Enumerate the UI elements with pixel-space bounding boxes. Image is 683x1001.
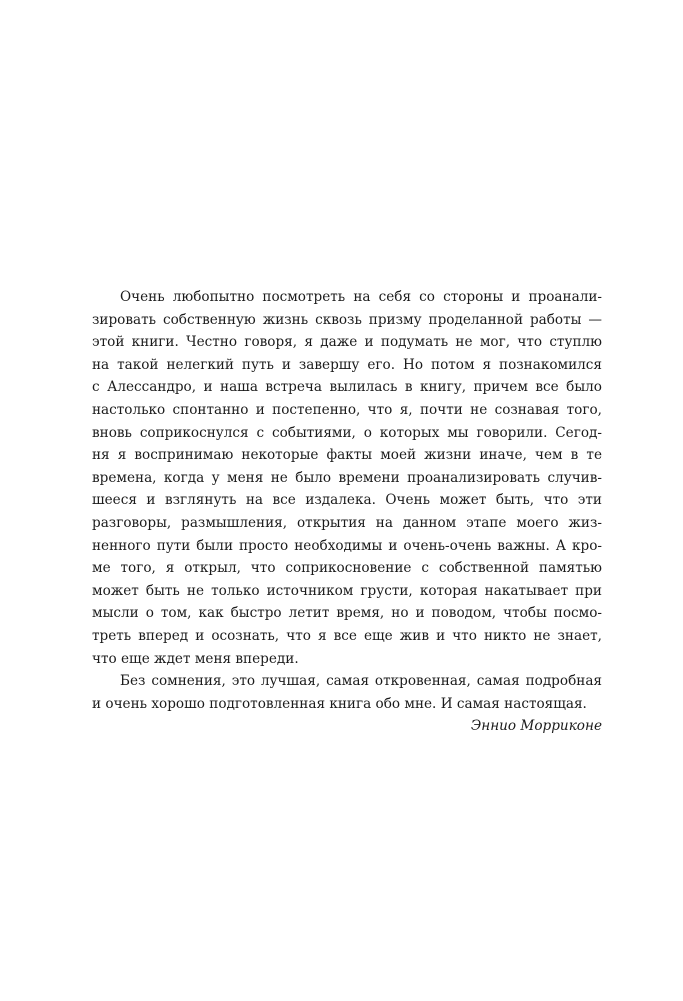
paragraph-1 [92,286,602,670]
text-line: шееся и взглянуть на все издалека. Очень может быть, что эти [92,492,602,509]
preface-text [92,286,602,738]
text-line: ненного пути были просто необходимы и очень-очень важны. А кро- [92,537,602,554]
text-line: разговоры, размышления, открытия на данном этапе моего жиз- [92,514,602,531]
text-line: настолько спонтанно и постепенно, что я, почти не сознавая того, [92,401,602,418]
author-signature: Эннио Морриконе [470,718,602,735]
text-line: времена, когда у меня не было времени проанализировать случив- [92,469,602,486]
text-line: зировать собственную жизнь сквозь призму проделанной работы — [92,311,602,328]
text-line: вновь соприкоснулся с событиями, о которых мы говорили. Сегод- [92,424,602,441]
text-line: что еще ждет меня впереди. [92,650,299,667]
text-line: Очень любопытно посмотреть на себя со стороны и проанали- [120,289,602,305]
text-line: мысли о том, как быстро летит время, но и поводом, чтобы посмо- [92,605,602,622]
text-line: треть вперед и осознать, что я все еще жив и что никто не знает, [92,627,602,644]
text-line: Без сомнения, это лучшая, самая откровенная, самая подробная [120,673,602,690]
paragraph-2 [92,670,602,715]
text-line: на такой нелегкий путь и завершу его. Но потом я познакомился [92,356,602,373]
text-line: и очень хорошо подготовленная книга обо мне. И самая настоящая. [92,695,587,712]
text-line: ня я воспринимаю некоторые факты моей жизни иначе, чем в те [92,447,602,464]
text-line: ме того, я открыл, что соприкосновение с собственной памятью [92,560,602,577]
text-line: этой книги. Честно говоря, я даже и подумать не мог, что ступлю [92,334,602,351]
text-line: может быть не только источником грусти, которая накатывает при [92,582,602,599]
text-line: с Алессандро, и наша встреча вылилась в книгу, причем все было [92,379,602,396]
